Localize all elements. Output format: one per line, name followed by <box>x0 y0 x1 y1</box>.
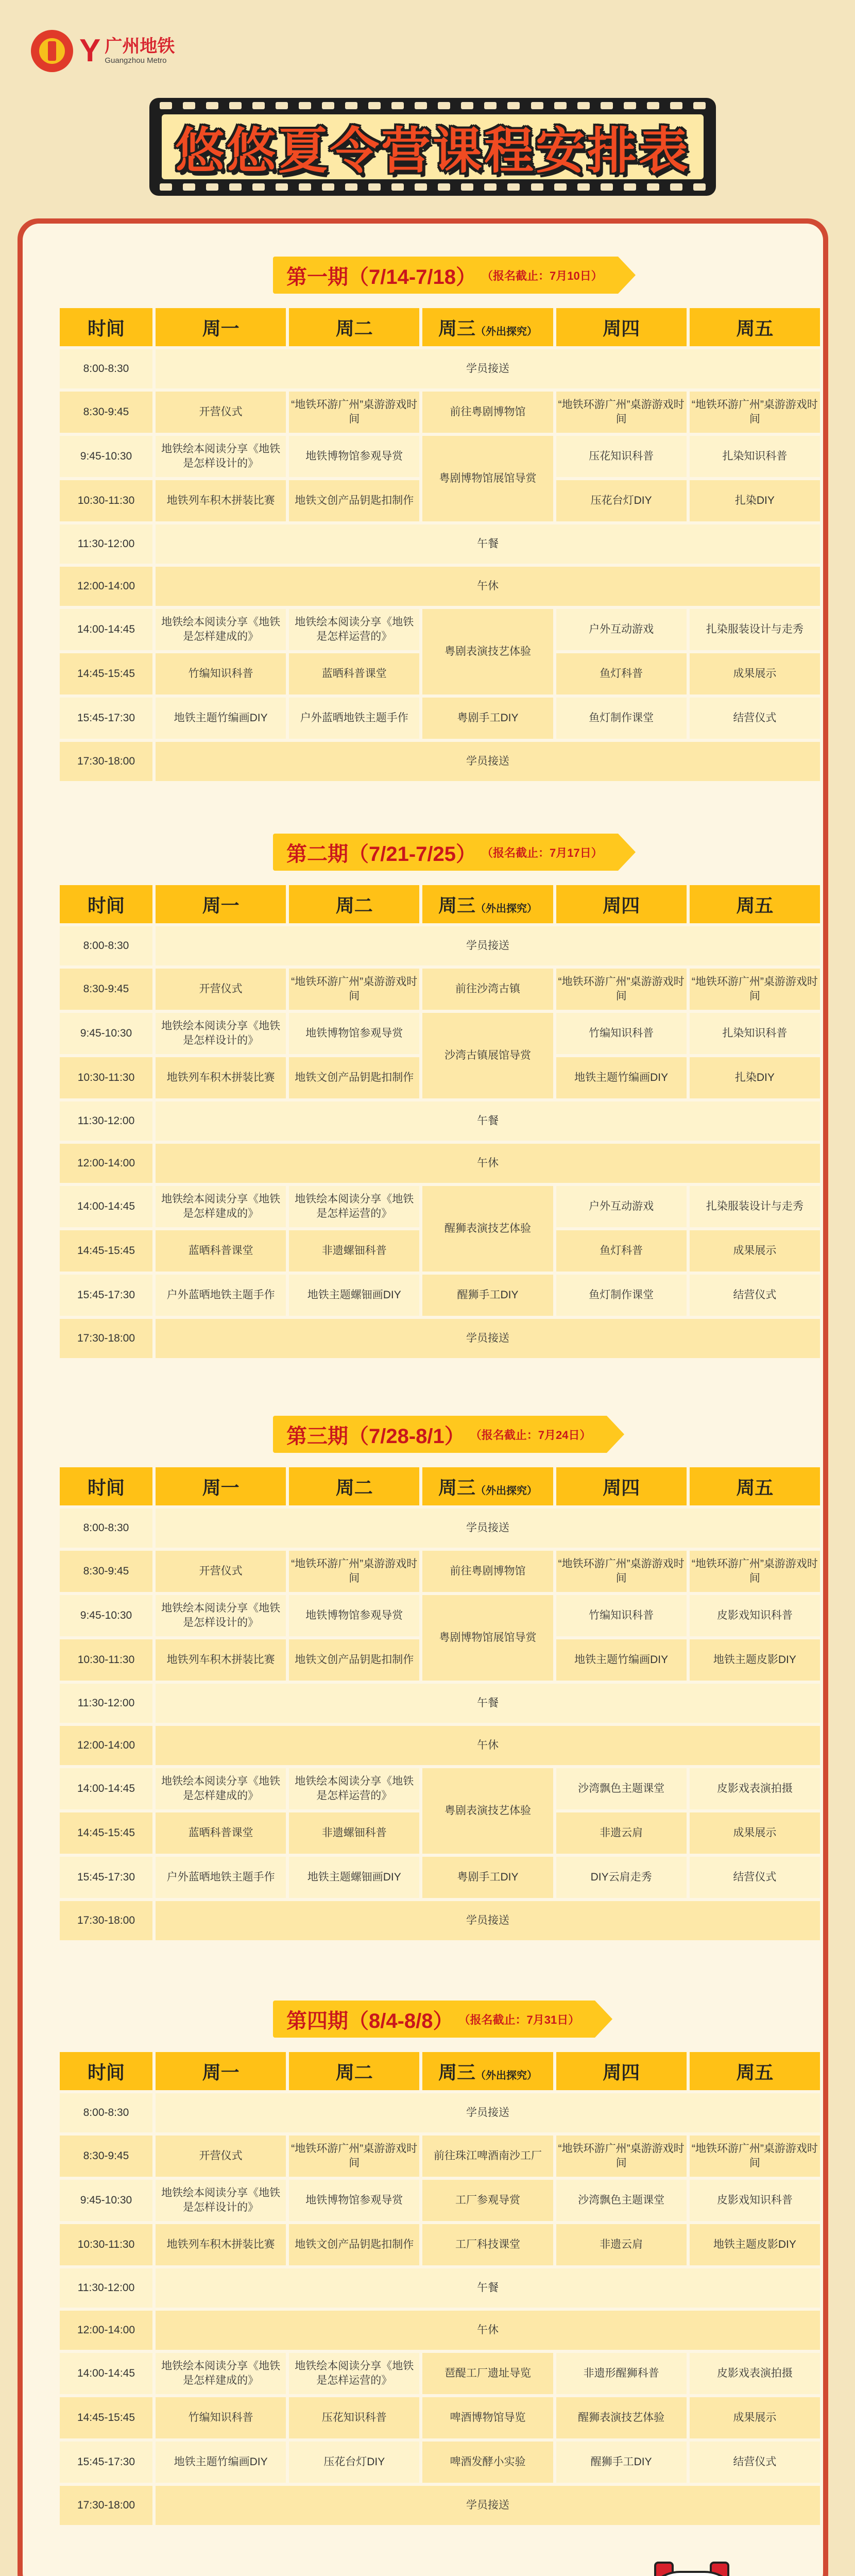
time-cell: 8:30-9:45 <box>60 969 152 1010</box>
tuesday-cell: 地铁文创产品钥匙扣制作 <box>289 480 419 521</box>
wednesday-cell: 工厂参观导赏 <box>422 2180 553 2221</box>
time-cell: 8:30-9:45 <box>60 392 152 433</box>
monday-cell: 蓝晒科普课堂 <box>156 1812 286 1854</box>
thursday-cell: DIY云肩走秀 <box>556 1857 687 1898</box>
registration-deadline: （报名截止：7月10日） <box>482 269 603 282</box>
monday-cell: 户外蓝晒地铁主题手作 <box>156 1857 286 1898</box>
tuesday-cell: 压花知识科普 <box>289 2397 419 2438</box>
table-row <box>60 1595 820 1636</box>
tuesday-cell: 地铁绘本阅读分享《地铁是怎样运营的》 <box>289 609 419 650</box>
tuesday-cell: 地铁绘本阅读分享《地铁是怎样运营的》 <box>289 1768 419 1809</box>
monday-cell: 竹编知识科普 <box>156 653 286 694</box>
table-row <box>60 2224 820 2265</box>
time-cell: 8:00-8:30 <box>60 926 152 965</box>
registration-deadline: （报名截止：7月17日） <box>482 846 603 859</box>
time-cell: 17:30-18:00 <box>60 1901 152 1940</box>
wednesday-cell: 啤酒发酵小实验 <box>422 2442 553 2483</box>
thursday-cell: 鱼灯制作课堂 <box>556 1275 687 1316</box>
time-cell: 15:45-17:30 <box>60 1275 152 1316</box>
friday-cell: “地铁环游广州”桌游游戏时间 <box>690 1551 820 1592</box>
time-cell: 17:30-18:00 <box>60 2486 152 2525</box>
time-cell: 14:45-15:45 <box>60 1230 152 1272</box>
time-cell: 8:00-8:30 <box>60 349 152 388</box>
period-banner <box>273 1997 612 2041</box>
time-cell: 15:45-17:30 <box>60 1857 152 1898</box>
thursday-cell: 压花台灯DIY <box>556 480 687 521</box>
time-cell: 14:00-14:45 <box>60 2353 152 2394</box>
time-cell: 17:30-18:00 <box>60 1319 152 1358</box>
full-row-cell: 学员接送 <box>156 926 820 965</box>
time-cell: 14:45-15:45 <box>60 1812 152 1854</box>
table-row <box>60 2093 820 2132</box>
header-friday: 周五 <box>690 1467 820 1505</box>
friday-cell: 结营仪式 <box>690 698 820 739</box>
table-row <box>60 2311 820 2350</box>
tuesday-cell: 地铁主题螺钿画DIY <box>289 1275 419 1316</box>
time-cell: 10:30-11:30 <box>60 2224 152 2265</box>
time-cell: 10:30-11:30 <box>60 480 152 521</box>
monday-cell: 地铁列车积木拼装比赛 <box>156 480 286 521</box>
tuesday-cell: 地铁主题螺钿画DIY <box>289 1857 419 1898</box>
wednesday-cell: 前往沙湾古镇 <box>422 969 553 1010</box>
tuesday-cell: “地铁环游广州”桌游游戏时间 <box>289 1551 419 1592</box>
header-friday: 周五 <box>690 885 820 923</box>
tuesday-cell: 地铁绘本阅读分享《地铁是怎样运营的》 <box>289 1186 419 1227</box>
table-header-row <box>60 2052 820 2090</box>
thursday-cell: 醒狮表演技艺体验 <box>556 2397 687 2438</box>
friday-cell: 扎染DIY <box>690 480 820 521</box>
time-cell: 10:30-11:30 <box>60 1639 152 1681</box>
monday-cell: 户外蓝晒地铁主题手作 <box>156 1275 286 1316</box>
monday-cell: 地铁绘本阅读分享《地铁是怎样建成的》 <box>156 2353 286 2394</box>
header-time: 时间 <box>60 885 152 923</box>
full-row-cell: 学员接送 <box>156 2093 820 2132</box>
brand-name-cn: 广州地铁 <box>105 36 175 56</box>
tuesday-cell: “地铁环游广州”桌游游戏时间 <box>289 392 419 433</box>
table-row <box>60 524 820 564</box>
time-cell: 12:00-14:00 <box>60 2311 152 2350</box>
wednesday-cell: 前往粤剧博物馆 <box>422 1551 553 1592</box>
table-row <box>60 1319 820 1358</box>
wednesday-cell: 沙湾古镇展馆导赏 <box>422 1013 553 1098</box>
thursday-cell: 沙湾飘色主题课堂 <box>556 2180 687 2221</box>
table-header-row <box>60 1467 820 1505</box>
friday-cell: 扎染知识科普 <box>690 1013 820 1054</box>
thursday-cell: 户外互动游戏 <box>556 609 687 650</box>
table-row <box>60 2268 820 2308</box>
friday-cell: 地铁主题皮影DIY <box>690 2224 820 2265</box>
friday-cell: 成果展示 <box>690 1812 820 1854</box>
header-friday: 周五 <box>690 2052 820 2090</box>
table-row <box>60 742 820 781</box>
page-header <box>0 0 855 222</box>
wednesday-cell: 粤剧手工DIY <box>422 698 553 739</box>
thursday-cell: 非遗云肩 <box>556 1812 687 1854</box>
wednesday-note: （外出探究） <box>475 326 537 337</box>
table-row <box>60 2486 820 2525</box>
tuesday-cell: 户外蓝晒地铁主题手作 <box>289 698 419 739</box>
full-row-cell: 午休 <box>156 567 820 606</box>
tuesday-cell: 地铁文创产品钥匙扣制作 <box>289 1639 419 1681</box>
thursday-cell: “地铁环游广州”桌游游戏时间 <box>556 969 687 1010</box>
table-row <box>60 567 820 606</box>
header-monday: 周一 <box>156 2052 286 2090</box>
full-row-cell: 午休 <box>156 1726 820 1765</box>
full-row-cell: 学员接送 <box>156 2486 820 2525</box>
period-banner <box>273 1413 624 1456</box>
friday-cell: 扎染服装设计与走秀 <box>690 1186 820 1227</box>
header-wednesday: 周三（外出探究） <box>422 885 553 923</box>
table-header-row <box>60 308 820 346</box>
monday-cell: 竹编知识科普 <box>156 2397 286 2438</box>
wednesday-note: （外出探究） <box>475 2070 537 2081</box>
header-time: 时间 <box>60 308 152 346</box>
time-cell: 10:30-11:30 <box>60 1057 152 1098</box>
table-row <box>60 392 820 433</box>
page-title: 悠悠夏令营课程安排表 <box>175 123 690 179</box>
header-tuesday: 周二 <box>289 1467 419 1505</box>
table-header-row <box>60 885 820 923</box>
full-row-cell: 午餐 <box>156 524 820 564</box>
table-row <box>60 1013 820 1054</box>
header-monday: 周一 <box>156 885 286 923</box>
tuesday-cell: 地铁博物馆参观导赏 <box>289 2180 419 2221</box>
time-cell: 17:30-18:00 <box>60 742 152 781</box>
monday-cell: 地铁列车积木拼装比赛 <box>156 1639 286 1681</box>
friday-cell: 结营仪式 <box>690 1857 820 1898</box>
wednesday-cell: 前往珠江啤酒南沙工厂 <box>422 2136 553 2177</box>
guangzhou-metro-logo <box>31 30 175 72</box>
monday-cell: 地铁绘本阅读分享《地铁是怎样设计的》 <box>156 2180 286 2221</box>
monday-cell: 地铁绘本阅读分享《地铁是怎样建成的》 <box>156 1186 286 1227</box>
wednesday-cell: 粤剧表演技艺体验 <box>422 1768 553 1854</box>
friday-cell: 皮影戏表演拍摄 <box>690 1768 820 1809</box>
table-row <box>60 1509 820 1548</box>
friday-cell: 皮影戏知识科普 <box>690 1595 820 1636</box>
table-row <box>60 436 820 477</box>
time-cell: 9:45-10:30 <box>60 2180 152 2221</box>
table-row <box>60 609 820 650</box>
tuesday-cell: 地铁绘本阅读分享《地铁是怎样运营的》 <box>289 2353 419 2394</box>
friday-cell: 地铁主题皮影DIY <box>690 1639 820 1681</box>
friday-cell: “地铁环游广州”桌游游戏时间 <box>690 392 820 433</box>
thursday-cell: 鱼灯科普 <box>556 1230 687 1272</box>
friday-cell: 成果展示 <box>690 1230 820 1272</box>
time-cell: 15:45-17:30 <box>60 698 152 739</box>
header-wednesday: 周三（外出探究） <box>422 308 553 346</box>
friday-cell: 结营仪式 <box>690 1275 820 1316</box>
monday-cell: 地铁绘本阅读分享《地铁是怎样设计的》 <box>156 1013 286 1054</box>
friday-cell: 成果展示 <box>690 2397 820 2438</box>
table-row <box>60 969 820 1010</box>
time-cell: 8:30-9:45 <box>60 2136 152 2177</box>
header-thursday: 周四 <box>556 2052 687 2090</box>
time-cell: 11:30-12:00 <box>60 2268 152 2308</box>
friday-cell: 成果展示 <box>690 653 820 694</box>
time-cell: 9:45-10:30 <box>60 1595 152 1636</box>
registration-deadline: （报名截止：7月31日） <box>458 2013 580 2026</box>
header-tuesday: 周二 <box>289 2052 419 2090</box>
tuesday-cell: 压花台灯DIY <box>289 2442 419 2483</box>
period-banner <box>273 831 636 874</box>
tuesday-cell: 地铁博物馆参观导赏 <box>289 1595 419 1636</box>
header-wednesday: 周三（外出探究） <box>422 1467 553 1505</box>
thursday-cell: 竹编知识科普 <box>556 1013 687 1054</box>
monday-cell: 开营仪式 <box>156 1551 286 1592</box>
time-cell: 8:00-8:30 <box>60 1509 152 1548</box>
thursday-cell: 鱼灯科普 <box>556 653 687 694</box>
tuesday-cell: 地铁博物馆参观导赏 <box>289 436 419 477</box>
table-row <box>60 1186 820 1227</box>
thursday-cell: “地铁环游广州”桌游游戏时间 <box>556 2136 687 2177</box>
friday-cell: 扎染服装设计与走秀 <box>690 609 820 650</box>
period-banner <box>273 253 636 297</box>
wednesday-cell: 啤酒博物馆导览 <box>422 2397 553 2438</box>
time-cell: 8:30-9:45 <box>60 1551 152 1592</box>
wednesday-note: （外出探究） <box>475 903 537 914</box>
table-row <box>60 1144 820 1183</box>
full-row-cell: 学员接送 <box>156 349 820 388</box>
wednesday-cell: 醒狮手工DIY <box>422 1275 553 1316</box>
time-cell: 11:30-12:00 <box>60 524 152 564</box>
friday-cell: 皮影戏表演拍摄 <box>690 2353 820 2394</box>
header-thursday: 周四 <box>556 308 687 346</box>
time-cell: 12:00-14:00 <box>60 1144 152 1183</box>
mascot-illustration <box>644 2571 737 2576</box>
full-row-cell: 学员接送 <box>156 742 820 781</box>
time-cell: 12:00-14:00 <box>60 567 152 606</box>
metro-logo-mark: Y <box>79 33 101 69</box>
title-film-strip <box>149 98 716 196</box>
monday-cell: 地铁绘本阅读分享《地铁是怎样设计的》 <box>156 436 286 477</box>
thursday-cell: 鱼灯制作课堂 <box>556 698 687 739</box>
monday-cell: 地铁绘本阅读分享《地铁是怎样建成的》 <box>156 1768 286 1809</box>
time-cell: 11:30-12:00 <box>60 1101 152 1141</box>
tuesday-cell: 非遗螺钿科普 <box>289 1230 419 1272</box>
friday-cell: 结营仪式 <box>690 2442 820 2483</box>
tuesday-cell: 非遗螺钿科普 <box>289 1812 419 1854</box>
schedule-table <box>57 2049 823 2528</box>
monday-cell: 地铁主题竹编画DIY <box>156 698 286 739</box>
full-row-cell: 学员接送 <box>156 1901 820 1940</box>
monday-cell: 地铁列车积木拼装比赛 <box>156 1057 286 1098</box>
friday-cell: 皮影戏知识科普 <box>690 2180 820 2221</box>
period-title: 第二期（7/21-7/25） <box>286 842 477 866</box>
friday-cell: “地铁环游广州”桌游游戏时间 <box>690 2136 820 2177</box>
monday-cell: 开营仪式 <box>156 969 286 1010</box>
schedule-table <box>57 1464 823 1943</box>
schedule-table <box>57 882 823 1361</box>
table-row <box>60 349 820 388</box>
registration-deadline: （报名截止：7月24日） <box>470 1428 591 1442</box>
schedule-card <box>18 218 828 2576</box>
header-tuesday: 周二 <box>289 308 419 346</box>
table-row <box>60 1768 820 1809</box>
table-row <box>60 2397 820 2438</box>
time-cell: 11:30-12:00 <box>60 1684 152 1723</box>
full-row-cell: 午休 <box>156 2311 820 2350</box>
thursday-cell: 非遗云肩 <box>556 2224 687 2265</box>
full-row-cell: 午餐 <box>156 1101 820 1141</box>
monday-cell: 地铁列车积木拼装比赛 <box>156 2224 286 2265</box>
header-thursday: 周四 <box>556 1467 687 1505</box>
time-cell: 14:45-15:45 <box>60 653 152 694</box>
table-row <box>60 1726 820 1765</box>
trade-union-emblem-icon <box>31 30 73 72</box>
time-cell: 14:00-14:45 <box>60 609 152 650</box>
tuesday-cell: 蓝晒科普课堂 <box>289 653 419 694</box>
time-cell: 15:45-17:30 <box>60 2442 152 2483</box>
tuesday-cell: “地铁环游广州”桌游游戏时间 <box>289 969 419 1010</box>
thursday-cell: “地铁环游广州”桌游游戏时间 <box>556 392 687 433</box>
tuesday-cell: 地铁文创产品钥匙扣制作 <box>289 1057 419 1098</box>
time-cell: 12:00-14:00 <box>60 1726 152 1765</box>
wednesday-cell: 工厂科技课堂 <box>422 2224 553 2265</box>
time-cell: 14:00-14:45 <box>60 1186 152 1227</box>
header-tuesday: 周二 <box>289 885 419 923</box>
header-monday: 周一 <box>156 1467 286 1505</box>
table-row <box>60 698 820 739</box>
monday-cell: 蓝晒科普课堂 <box>156 1230 286 1272</box>
thursday-cell: 沙湾飘色主题课堂 <box>556 1768 687 1809</box>
time-cell: 9:45-10:30 <box>60 1013 152 1054</box>
wednesday-cell: 琶醍工厂遗址导览 <box>422 2353 553 2394</box>
monday-cell: 地铁绘本阅读分享《地铁是怎样建成的》 <box>156 609 286 650</box>
full-row-cell: 午餐 <box>156 1684 820 1723</box>
thursday-cell: 醒狮手工DIY <box>556 2442 687 2483</box>
monday-cell: 地铁主题竹编画DIY <box>156 2442 286 2483</box>
thursday-cell: 地铁主题竹编画DIY <box>556 1057 687 1098</box>
wednesday-cell: 粤剧表演技艺体验 <box>422 609 553 694</box>
table-row <box>60 1857 820 1898</box>
table-row <box>60 2442 820 2483</box>
friday-cell: 扎染DIY <box>690 1057 820 1098</box>
period-title: 第一期（7/14-7/18） <box>286 265 477 289</box>
table-row <box>60 1684 820 1723</box>
tuesday-cell: 地铁文创产品钥匙扣制作 <box>289 2224 419 2265</box>
schedule-table <box>57 305 823 784</box>
thursday-cell: 非遗形醒狮科普 <box>556 2353 687 2394</box>
tuesday-cell: “地铁环游广州”桌游游戏时间 <box>289 2136 419 2177</box>
wednesday-cell: 醒狮表演技艺体验 <box>422 1186 553 1272</box>
table-row <box>60 1101 820 1141</box>
table-row <box>60 1901 820 1940</box>
thursday-cell: 压花知识科普 <box>556 436 687 477</box>
period-title: 第四期（8/4-8/8） <box>286 2009 454 2032</box>
header-time: 时间 <box>60 2052 152 2090</box>
friday-cell: 扎染知识科普 <box>690 436 820 477</box>
table-row <box>60 1551 820 1592</box>
thursday-cell: 地铁主题竹编画DIY <box>556 1639 687 1681</box>
table-row <box>60 926 820 965</box>
wednesday-cell: 前往粤剧博物馆 <box>422 392 553 433</box>
full-row-cell: 午休 <box>156 1144 820 1183</box>
full-row-cell: 学员接送 <box>156 1319 820 1358</box>
brand-name-en: Guangzhou Metro <box>105 56 167 65</box>
time-cell: 8:00-8:30 <box>60 2093 152 2132</box>
time-cell: 14:45-15:45 <box>60 2397 152 2438</box>
header-time: 时间 <box>60 1467 152 1505</box>
wednesday-cell: 粤剧博物馆展馆导赏 <box>422 1595 553 1681</box>
table-row <box>60 2136 820 2177</box>
header-monday: 周一 <box>156 308 286 346</box>
tuesday-cell: 地铁博物馆参观导赏 <box>289 1013 419 1054</box>
thursday-cell: 竹编知识科普 <box>556 1595 687 1636</box>
time-cell: 9:45-10:30 <box>60 436 152 477</box>
wednesday-cell: 粤剧博物馆展馆导赏 <box>422 436 553 521</box>
header-friday: 周五 <box>690 308 820 346</box>
period-title: 第三期（7/28-8/1） <box>286 1425 465 1448</box>
monday-cell: 开营仪式 <box>156 2136 286 2177</box>
wednesday-cell: 粤剧手工DIY <box>422 1857 553 1898</box>
table-row <box>60 2353 820 2394</box>
friday-cell: “地铁环游广州”桌游游戏时间 <box>690 969 820 1010</box>
time-cell: 14:00-14:45 <box>60 1768 152 1809</box>
wednesday-note: （外出探究） <box>475 1485 537 1497</box>
header-thursday: 周四 <box>556 885 687 923</box>
monday-cell: 开营仪式 <box>156 392 286 433</box>
table-row <box>60 2180 820 2221</box>
monday-cell: 地铁绘本阅读分享《地铁是怎样设计的》 <box>156 1595 286 1636</box>
thursday-cell: 户外互动游戏 <box>556 1186 687 1227</box>
table-row <box>60 1275 820 1316</box>
thursday-cell: “地铁环游广州”桌游游戏时间 <box>556 1551 687 1592</box>
full-row-cell: 午餐 <box>156 2268 820 2308</box>
header-wednesday: 周三（外出探究） <box>422 2052 553 2090</box>
full-row-cell: 学员接送 <box>156 1509 820 1548</box>
